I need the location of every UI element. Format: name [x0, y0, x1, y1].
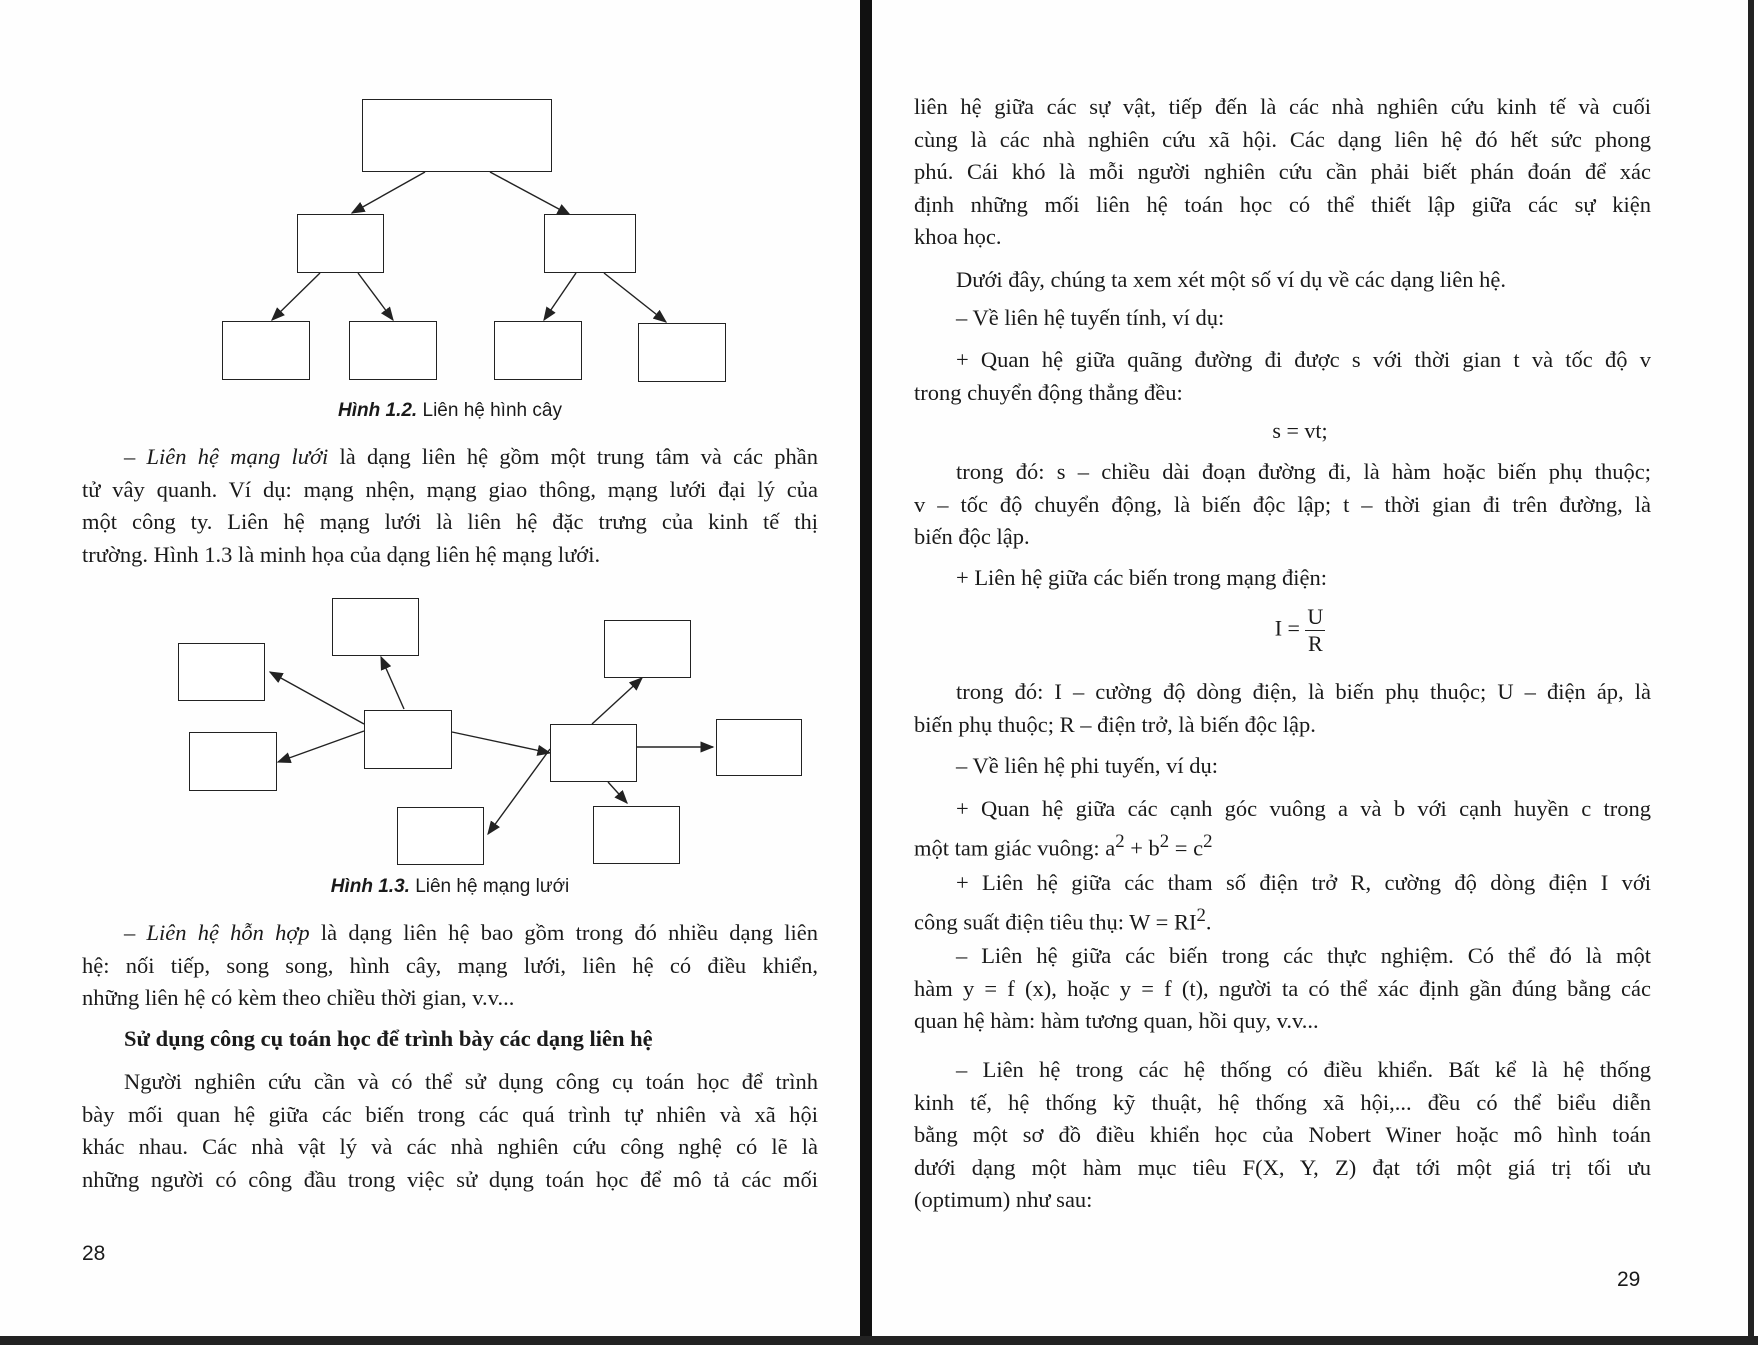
- text-line: kinh tế, hệ thống kỹ thuật, hệ thống xã hội,... đều có thể biểu diễn: [914, 1089, 1651, 1115]
- figure-1-3-text: Liên hệ mạng lưới: [415, 876, 570, 897]
- text-line: trường. Hình 1.3 là minh họa của dạng liên hệ mạng lưới.: [82, 541, 601, 567]
- paragraph-continued: [914, 91, 1651, 254]
- paragraph-svt-explain: [914, 456, 1651, 554]
- network-node-bottom-right: [593, 806, 680, 864]
- text-line: khoa học.: [914, 224, 1002, 249]
- formula-ohm: [1230, 604, 1370, 657]
- section-heading: Sử dụng công cụ toán học để trình bày các dạng liên hệ: [124, 1026, 653, 1051]
- text-line: công suất điện tiêu thụ: $W = RI^2$.: [914, 904, 1212, 934]
- text-line: – Liên hệ mạng lưới là dạng liên hệ gồm một trung tâm và các phần: [124, 444, 818, 469]
- text-line: một công ty. Liên hệ mạng lưới là liên hệ đặc trưng của kinh tế thị: [82, 509, 818, 534]
- paragraph-control: [914, 1054, 1651, 1217]
- text-line: Dưới đây, chúng ta xem xét một số ví dụ về các dạng liên hệ.: [956, 267, 1506, 292]
- page-number-right: 29: [1617, 1268, 1641, 1291]
- network-edge: [608, 782, 627, 803]
- network-edge: [488, 749, 550, 834]
- formula-ohm-numerator: U: [1307, 604, 1324, 629]
- formula-s-vt: s = vt;: [1272, 418, 1328, 443]
- formula-ohm-denominator: R: [1308, 631, 1323, 656]
- network-diagram: [0, 0, 860, 880]
- network-node-bottom-left: [397, 807, 484, 865]
- scan-bottom-edge: [0, 1336, 1758, 1345]
- text-line: phú. Cái khó là mỗi người nghiên cứu cần phải biết phán đoán để xác: [914, 159, 1651, 184]
- text-line: định những mối liên hệ toán học có thể thiết lập giữa các sự kiện: [914, 191, 1651, 217]
- network-node-upper-right: [604, 620, 691, 678]
- network-hub-right: [550, 724, 637, 782]
- network-node-lower-left: [189, 732, 277, 791]
- text-line: hệ: nối tiếp, song song, hình cây, mạng lưới, liên hệ có điều khiển,: [82, 952, 818, 978]
- text-line: những người có công đầu trong việc sử dụng toán học để mô tả các mối: [82, 1166, 818, 1192]
- text-line: bày mối quan hệ giữa các biến trong các quá trình tự nhiên và xã hội: [82, 1101, 818, 1127]
- text-line: biến phụ thuộc; R – điện trở, là biến độc lập.: [914, 711, 1316, 737]
- text-line: – Liên hệ giữa các biến trong các thực nghiệm. Có thể đó là một: [956, 943, 1651, 968]
- figure-1-3-label: Hình 1.3.: [330, 876, 410, 897]
- page-number-left: 28: [82, 1242, 106, 1265]
- figure-1-2-text: Liên hệ hình cây: [422, 400, 562, 421]
- text-line: – Liên hệ trong các hệ thống có điều khiển. Bất kể là hệ thống: [956, 1057, 1651, 1082]
- network-edge: [592, 678, 642, 724]
- term-network: – Liên hệ mạng lưới: [124, 444, 329, 469]
- text-line: biến độc lập.: [914, 524, 1030, 549]
- book-gutter: [860, 0, 872, 1345]
- text-line: – Về liên hệ tuyến tính, ví dụ:: [956, 305, 1225, 330]
- network-edge: [452, 732, 550, 753]
- text-line: quan hệ hàm: hàm tương quan, hồi quy, v.v...: [914, 1008, 1319, 1033]
- linear-heading: [914, 302, 1651, 335]
- text-line: cùng là các nhà nghiên cứu xã hội. Các dạng liên hệ đó hết sức phong: [914, 126, 1651, 152]
- text-line: trong chuyển động thẳng đều:: [914, 379, 1183, 405]
- text-line: – Liên hệ hỗn hợp là dạng liên hệ bao gồm trong đó nhiều dạng liên: [124, 920, 818, 945]
- figure-1-2-label: Hình 1.2.: [338, 400, 418, 421]
- nonlinear-heading: [914, 750, 1651, 783]
- formula-ohm-fraction: [1305, 604, 1325, 657]
- paragraph-linear-motion: [914, 344, 1651, 409]
- network-node-right: [716, 719, 802, 776]
- text-line: Người nghiên cứu cần và có thể sử dụng công cụ toán học để trình: [124, 1069, 818, 1094]
- page-edge: [1748, 0, 1754, 1345]
- network-node-upper-left: [178, 643, 265, 701]
- text-line: khác nhau. Các nhà vật lý và các nhà nghiên cứu công nghệ có lẽ là: [82, 1134, 818, 1159]
- paragraph-mixed: [82, 917, 818, 1015]
- text-line: bằng một sơ đồ điều khiển học của Nobert Winer hoặc mô hình toán: [914, 1122, 1651, 1147]
- circuit-line: [914, 562, 1651, 595]
- network-hub-left: [364, 710, 452, 769]
- paragraph-experiment: [914, 940, 1651, 1038]
- text-line: trong đó: s – chiều dài đoạn đường đi, là hàm hoặc biến phụ thuộc;: [956, 459, 1651, 484]
- text-line: + Quan hệ giữa các cạnh góc vuông a và b với cạnh huyền c trong: [956, 796, 1651, 821]
- paragraph-power: [914, 867, 1651, 939]
- text-line: liên hệ giữa các sự vật, tiếp đến là các nhà nghiên cứu kinh tế và cuối: [914, 94, 1651, 119]
- text-line: + Quan hệ giữa quãng đường đi được s với thời gian t và tốc độ v: [956, 347, 1651, 372]
- paragraph-ohm-explain: [914, 676, 1651, 741]
- text-line: v – tốc độ chuyển động, là biến độc lập; t – thời gian đi trên đường, là: [914, 491, 1651, 517]
- text-line: một tam giác vuông: $a^2 + b^2 = c^2$: [914, 830, 1213, 860]
- paragraph-examples: [914, 264, 1651, 297]
- text-line: trong đó: I – cường độ dòng điện, là biến phụ thuộc; U – điện áp, là: [956, 679, 1651, 704]
- text-line: (optimum) như sau:: [914, 1187, 1093, 1212]
- text-line: dưới dạng một hàm mục tiêu F(X, Y, Z) đạt tới một giá trị tối ưu: [914, 1154, 1651, 1180]
- paragraph-pythagoras: [914, 793, 1651, 865]
- text-line: tử vây quanh. Ví dụ: mạng nhện, mạng giao thông, mạng lưới đại lý của: [82, 476, 818, 502]
- term-mixed: – Liên hệ hỗn hợp: [124, 920, 310, 945]
- text-line: + Liên hệ giữa các biến trong mạng điện:: [956, 565, 1328, 590]
- network-node-top: [332, 598, 419, 656]
- network-edge: [381, 657, 404, 709]
- network-edge: [270, 672, 364, 724]
- figure-1-3-caption: [220, 876, 680, 898]
- formula-ohm-lhs: I =: [1274, 615, 1300, 641]
- text-line: – Về liên hệ phi tuyến, ví dụ:: [956, 753, 1219, 778]
- network-edge: [278, 731, 364, 762]
- paragraph-math: [82, 1066, 818, 1196]
- text-line: hàm y = f (x), hoặc y = f (t), người ta có thể xác định gần đúng bằng các: [914, 975, 1651, 1001]
- text-line: những liên hệ có kèm theo chiều thời gian, v.v...: [82, 985, 515, 1010]
- text-line: + Liên hệ giữa các tham số điện trở R, cường độ dòng điện I với: [956, 870, 1651, 895]
